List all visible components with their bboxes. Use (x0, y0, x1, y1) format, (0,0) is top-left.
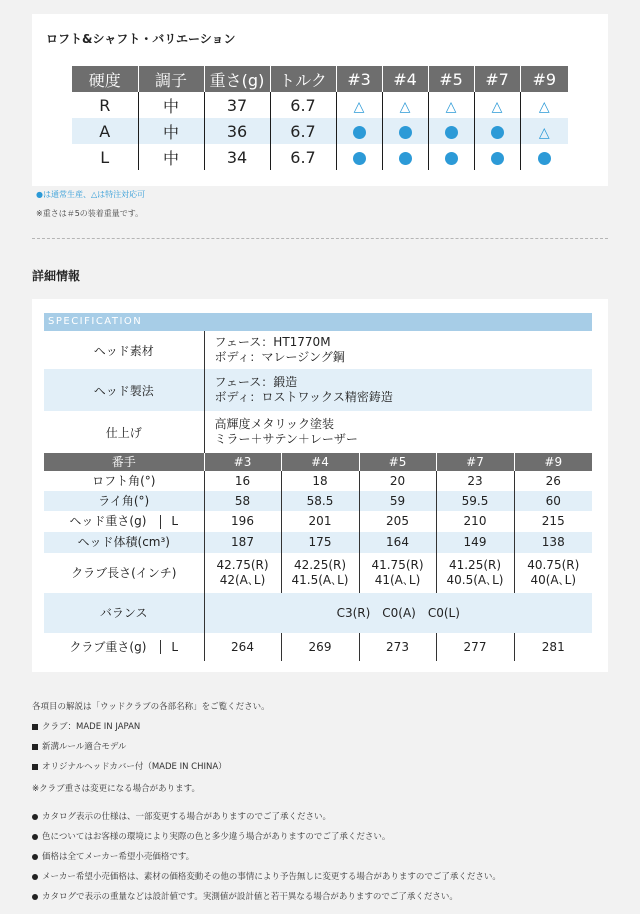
lie-value: 58.5 (281, 491, 359, 511)
table-row (44, 411, 592, 453)
head-volume-value: 175 (281, 532, 359, 553)
availability-mark (520, 144, 568, 170)
table-row (44, 471, 592, 491)
table-row (44, 491, 592, 511)
custom-order-triangle-icon: △ (538, 98, 550, 115)
table-row (44, 331, 592, 369)
cell-weight: 36 (204, 118, 270, 144)
cell-torque: 6.7 (270, 118, 336, 144)
standard-dot-icon (445, 126, 458, 139)
custom-order-triangle-icon: △ (445, 98, 457, 115)
standard-dot-icon (353, 126, 366, 139)
lie-label: ライ角(°) (44, 491, 204, 511)
table-row (72, 92, 568, 118)
spec-numbers-table (44, 453, 592, 661)
specification-bar: SPECIFICATION (44, 313, 592, 331)
table-row (44, 511, 592, 532)
head-weight-flex: L (171, 514, 179, 528)
table-row (44, 553, 592, 593)
length-value: 41.25(R) 40.5(A､L) (436, 553, 514, 593)
finish-label: 仕上げ (105, 425, 142, 440)
list-item: 色についてはお客様の環境により実際の色と多少違う場合がありますのでご了承ください。 (32, 830, 390, 842)
availability-mark (382, 118, 428, 144)
head-volume-value: 164 (359, 532, 436, 553)
custom-order-triangle-icon: △ (399, 98, 411, 115)
circle-bullet-icon (32, 854, 38, 860)
club-weight-flex: L (171, 639, 179, 654)
parts-explanation-note: 各項目の解説は「ウッドクラブの各部名称」をご覧ください。 (32, 702, 270, 712)
loft-value: 20 (359, 471, 436, 491)
length-value: 42.75(R) 42(A､L) (204, 553, 281, 593)
cell-hardness: A (72, 118, 138, 144)
availability-mark (520, 118, 568, 144)
head-volume-label: ヘッド体積(cm³) (44, 532, 204, 553)
cell-weight: 37 (204, 92, 270, 118)
loft-value: 26 (514, 471, 592, 491)
section-divider (32, 238, 608, 239)
table-row (44, 532, 592, 553)
club-weight-value: 264 (204, 633, 281, 661)
head-weight-value: 210 (436, 511, 514, 532)
loft-value: 16 (204, 471, 281, 491)
header-torque: トルク (270, 66, 336, 92)
club-header: #9 (514, 453, 592, 471)
club-weight-note: ※クラブ重さは変更になる場合があります。 (32, 784, 200, 794)
length-value: 42.25(R) 41.5(A､L) (281, 553, 359, 593)
availability-mark (336, 144, 382, 170)
head-weight-value: 201 (281, 511, 359, 532)
loft-label: ロフト角(°) (92, 473, 156, 488)
availability-mark (336, 118, 382, 144)
list-item: メーカー希望小売価格は、素材の価格変動その他の事情により予告無しに変更する場合がありますのでご了承ください。 (32, 870, 501, 882)
standard-dot-icon (491, 126, 504, 139)
header-kick: 調子 (138, 66, 204, 92)
list-item: クラブ：MADE IN JAPAN (32, 720, 140, 732)
spec-material-table (44, 331, 592, 453)
loft-value: 18 (281, 471, 359, 491)
square-bullet-icon (32, 744, 38, 750)
club-header: #4 (281, 453, 359, 471)
list-item: 新溝ルール適合モデル (32, 740, 126, 752)
head-material-label: ヘッド素材 (93, 343, 154, 358)
legend-note (36, 189, 145, 200)
cell-kick: 中 (138, 92, 204, 118)
circle-bullet-icon (32, 894, 38, 900)
lie-value: 59.5 (436, 491, 514, 511)
header-club-7: #7 (474, 66, 520, 92)
club-header: #3 (204, 453, 281, 471)
cell-kick: 中 (138, 118, 204, 144)
header-club-3: #3 (336, 66, 382, 92)
availability-mark (428, 92, 474, 118)
availability-mark (474, 92, 520, 118)
club-weight-value: 273 (359, 633, 436, 661)
availability-mark (382, 144, 428, 170)
availability-mark (520, 92, 568, 118)
circle-bullet-icon (32, 834, 38, 840)
availability-mark (428, 144, 474, 170)
table-header-row (72, 66, 568, 92)
club-number-header: 番手 (44, 453, 204, 471)
shaft-variation-table (72, 66, 568, 170)
legend-tri-text: △は特注対応可 (90, 190, 146, 199)
cell-weight: 34 (204, 144, 270, 170)
availability-mark (382, 92, 428, 118)
circle-bullet-icon (32, 814, 38, 820)
club-weight-label: クラブ重さ(g) (69, 639, 147, 654)
length-value: 41.75(R) 41(A､L) (359, 553, 436, 593)
standard-dot-icon (353, 152, 366, 165)
table-header-row (44, 453, 592, 471)
cell-hardness: L (72, 144, 138, 170)
list-item: 価格は全てメーカー希望小売価格です。 (32, 850, 194, 862)
club-weight-value: 269 (281, 633, 359, 661)
head-weight-value: 215 (514, 511, 592, 532)
header-hardness: 硬度 (72, 66, 138, 92)
head-weight-value: 196 (204, 511, 281, 532)
head-method-value: フェース：鍛造 ボディ：ロストワックス精密鋳造 (204, 369, 592, 411)
length-label: クラブ長さ(インチ) (71, 565, 177, 580)
list-item: カタログ表示の仕様は、一部変更する場合がありますのでご了承ください。 (32, 810, 331, 822)
club-header: #7 (436, 453, 514, 471)
standard-dot-icon (538, 152, 551, 165)
lie-value: 58 (204, 491, 281, 511)
table-row (72, 144, 568, 170)
header-weight: 重さ(g) (204, 66, 270, 92)
standard-dot-icon (399, 126, 412, 139)
cell-hardness: R (72, 92, 138, 118)
standard-dot-icon (399, 152, 412, 165)
head-material-value: フェース：HT1770M ボディ：マレージング鋼 (204, 331, 592, 369)
standard-dot-icon (491, 152, 504, 165)
finish-value: 高輝度メタリック塗装 ミラー＋サテン＋レーザー (204, 411, 592, 453)
header-club-9: #9 (520, 66, 568, 92)
legend-dot-text: ●は通常生産、 (36, 190, 91, 199)
table-row (44, 593, 592, 633)
availability-mark (474, 118, 520, 144)
head-volume-value: 138 (514, 532, 592, 553)
circle-bullet-icon (32, 874, 38, 880)
head-volume-value: 187 (204, 532, 281, 553)
head-volume-value: 149 (436, 532, 514, 553)
weight-note: ※重さは＃5の装着重量です。 (36, 209, 144, 218)
custom-order-triangle-icon: △ (491, 98, 503, 115)
club-weight-value: 281 (514, 633, 592, 661)
header-club-5: #5 (428, 66, 474, 92)
cell-kick: 中 (138, 144, 204, 170)
availability-mark (428, 118, 474, 144)
table-row (44, 369, 592, 411)
shaft-variation-title: ロフト&シャフト・バリエーション (46, 32, 236, 46)
square-bullet-icon (32, 764, 38, 770)
header-club-4: #4 (382, 66, 428, 92)
table-row (44, 633, 592, 661)
square-bullet-icon (32, 724, 38, 730)
availability-mark (474, 144, 520, 170)
head-weight-label-cell (44, 511, 204, 532)
balance-label: バランス (44, 593, 204, 633)
head-weight-value: 205 (359, 511, 436, 532)
cell-torque: 6.7 (270, 92, 336, 118)
lie-value: 60 (514, 491, 592, 511)
head-weight-label: ヘッド重さ(g) (69, 514, 147, 528)
list-item: カタログで表示の重量などは設計値です。実測値が設計値と若干異なる場合がありますのでご了承ください。 (32, 890, 458, 902)
loft-value: 23 (436, 471, 514, 491)
standard-dot-icon (445, 152, 458, 165)
head-method-label: ヘッド製法 (44, 369, 204, 411)
custom-order-triangle-icon: △ (353, 98, 365, 115)
custom-order-triangle-icon: △ (538, 124, 550, 141)
balance-value: C3(R) C0(A) C0(L) (204, 593, 592, 633)
cell-torque: 6.7 (270, 144, 336, 170)
club-header: #5 (359, 453, 436, 471)
lie-value: 59 (359, 491, 436, 511)
list-item: オリジナルヘッドカバー付（MADE IN CHINA） (32, 760, 227, 772)
detail-info-title: 詳細情報 (32, 269, 81, 283)
availability-mark (336, 92, 382, 118)
length-value: 40.75(R) 40(A､L) (514, 553, 592, 593)
table-row (72, 118, 568, 144)
club-weight-value: 277 (436, 633, 514, 661)
club-weight-label-cell (44, 633, 204, 661)
